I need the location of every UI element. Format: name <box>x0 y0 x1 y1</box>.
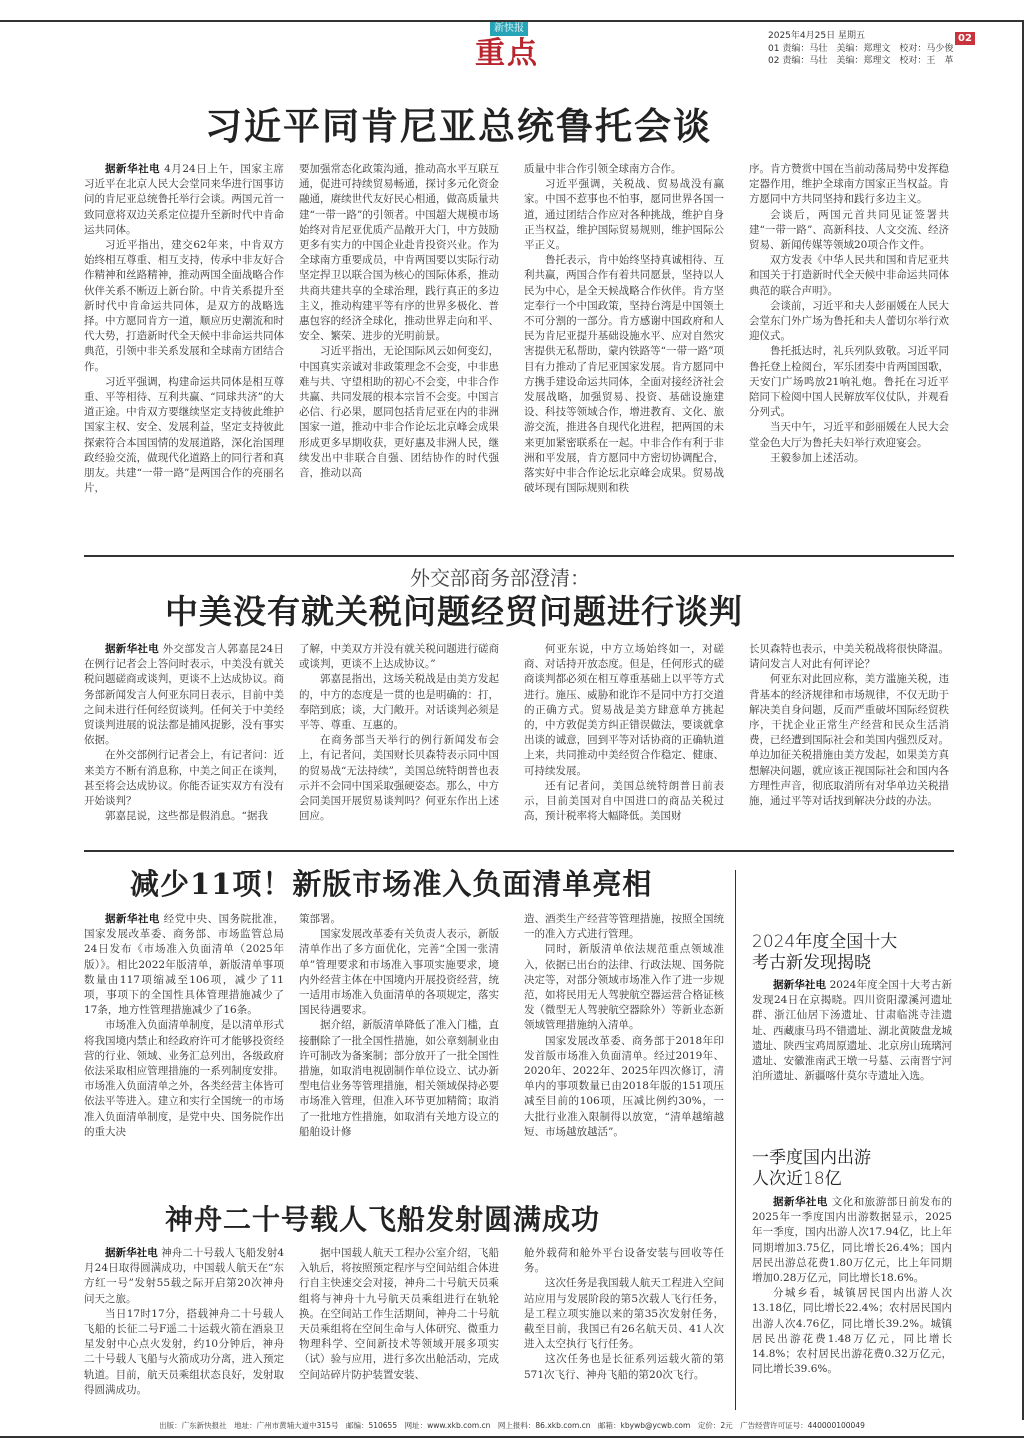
article-4-column-1: 据新华社电 神舟二十号载人飞船发射4月24日取得圆满成功，中国载人航天在“东方红一号”发射55载之际开启第20次神舟问天之旅。 当日17时17分，搭载神舟二十号载人飞船的长征二号F遥二十运载火箭在酒泉卫星发射中心点火发射，约10分钟后，神舟二十号载人飞船与火箭成功分离，进入预定轨道。目前，航天员乘组状态良好，发射取得圆满成功。 <box>84 1247 284 1396</box>
article-3-column-3: 造、酒类生产经营等管理措施，按照全国统一的准入方式进行管理。 同时，新版清单依法规范重点领域准入，依据已出台的法律、行政法规、国务院决定等，对部分领域市场准入作了进一步规范，如将民用无人驾驶航空器运营合格证核发（微型无人驾驶航空器除外）等新业态新领域管理措施纳入清单。 国家发展改革委、商务部于2018年印发首版市场准入负面清单。经过2019年、2020年、2022年、2025年四次修订，清单内的事项数量已由2018年版的151项压减至目前的106项，压减比例约30%，一大批行业准入限制得以放宽，“清单越缩越短、市场越放越活”。 <box>524 913 724 1138</box>
article-4-column-2: 据中国载人航天工程办公室介绍，飞船入轨后，将按照预定程序与空间站组合体进行自主快速交会对接，神舟二十号航天员乘组将与神舟十九号航天员乘组进行在轨轮换。在空间站工作生活期间，神舟二十号航天员乘组将在空间生命与人体研究、微重力物理科学、空间新技术等领域开展多项实（试）验与应用，进行多次出舱活动，完成空间站碎片防护装置安装、 <box>299 1247 499 1381</box>
article-2-column-1: 据新华社电 外交部发言人郭嘉昆24日在例行记者会上答问时表示，中美没有就关税问题磋商或谈判，更谈不上达成协议。商务部新闻发言人何亚东同日表示，目前中美之间未进行任何经贸谈判。任何关于中美经贸谈判进展的说法都是捕风捉影，没有事实依据。 在外交部例行记者会上，有记者问：近来美方不断有消息称，中美之间正在谈判，甚至将会达成协议。你能否证实双方有没有开始谈判？ 郭嘉昆说，这些都是假消息。“据我 <box>84 643 284 823</box>
dateline: 据新华社电 <box>773 979 827 991</box>
dateline: 据新华社电 <box>773 1196 828 1208</box>
section-divider <box>84 850 954 852</box>
edition-meta <box>768 30 953 68</box>
article-headline-xi-ruto[interactable]: 习近平同肯尼亚总统鲁托会谈 <box>205 104 712 148</box>
article-1-column-3: 质量中非合作引领全球南方合作。 习近平强调，关税战、贸易战没有赢家。中国不惹事也不怕事，愿同世界各国一道，通过团结合作应对各种挑战，维护自身正当权益，维护国际贸易规则，维护国际公平正义。 鲁托表示，肯中始终坚持真诚相待、互利共赢，两国合作有着共同愿景，坚持以人民为中心，是全天候战略合作伙伴。肯方坚定奉行一个中国政策，坚持台湾是中国领土不可分割的一部分。肯方感谢中国政府和人民为肯尼亚提升基础设施水平、应对自然灾害提供无私帮助，蒙内铁路等“一带一路”项目有力推动了肯尼亚国家发展。肯方愿同中方携手建设命运共同体，全面对接经济社会发展战略，加强贸易、投资、基础设施建设、科技等领域合作，增进教育、文化、旅游交流，推进各自现代化进程，把两国的未来更加紧密联系在一起。中非合作有利于非洲和平发展，肯方愿同中方密切协调配合，落实好中非合作论坛北京峰会成果。贸易战破坏现有国际规则和秩 <box>524 163 724 495</box>
article-headline-negative-list[interactable]: 减少11项！新版市场准入负面清单亮相 <box>130 867 653 901</box>
article-3-column-1: 据新华社电 经党中央、国务院批准，国家发展改革委、商务部、市场监管总局24日发布《市场准入负面清单（2025年版）》。相比2022年版清单，新版清单事项数量由117项缩减至106项，减少了11项，事项下的全国性具体管理措施减少了17条，地方性管理措施减少了16条。 市场准入负面清单制度，是以清单形式将我国境内禁止和经政府许可才能够投资经营的行业、领域、业务汇总列出，各级政府依法采取相应管理措施的一系列制度安排。市场准入负面清单之外，各类经营主体皆可依法平等进入。建立和实行全国统一的市场准入负面清单制度，是党中央、国务院作出的重大决 <box>84 913 284 1138</box>
section-title: 重点 <box>475 36 539 71</box>
newspaper-brand-badge: 新快报 <box>490 22 528 36</box>
dateline: 据新华社电 <box>105 643 159 655</box>
publisher-footer: 出版：广东新快报社 地址：广州市黄埔大道中315号 邮编：510655 网址：www.xkb.com.cn 网上报料：86.xkb.com.cn 邮箱：kbywb@ycwb.com 定价：2元 广告经营许可证号：440000100049 <box>159 1421 865 1430</box>
dateline: 据新华社电 <box>105 1247 158 1259</box>
article-headline-shenzhou-20[interactable]: 神舟二十号载人飞船发射圆满成功 <box>165 1203 601 1236</box>
article-1-column-2: 要加强常态化政策沟通，推动高水平互联互通，促进可持续贸易畅通，探讨多元化资金融通，赓续世代友好民心相通，做高质量共建“一带一路”的引领者。中国超大规模市场始终对肯尼亚优质产品敞开大门，中方鼓励更多有实力的中国企业赴肯投资兴业。作为全球南方重要成员，中肯两国要以实际行动坚定捍卫以联合国为核心的国际体系，推动共商共建共享的全球治理，践行真正的多边主义，推动构建平等有序的世界多极化、普惠包容的经济全球化，推动世界走向和平、安全、繁荣、进步的光明前景。 习近平指出，无论国际风云如何变幻，中国真实亲诚对非政策理念不会变，中非患难与共、守望相助的初心不会变，中非合作共赢、共同发展的根本宗旨不会变。中国言必信、行必果，愿同包括肯尼亚在内的非洲国家一道，推动中非合作论坛北京峰会成果形成更多早期收获，更好惠及非洲人民，继续发出中非联合自强、团结协作的时代强音，推动以高 <box>299 163 499 480</box>
article-kicker: 外交部商务部澄清： <box>410 566 590 590</box>
article-headline-tariff[interactable]: 中美没有就关税问题经贸问题进行谈判 <box>165 592 743 631</box>
credits-page-01: 01 责编：马壮 美编：郑理文 校对：马少俊 <box>768 43 954 54</box>
article-1-column-1: 据新华社电 4月24日上午，国家主席习近平在北京人民大会堂同来华进行国事访问的肯尼亚总统鲁托举行会谈。两国元首一致同意将双边关系定位提升至新时代中肯命运共同体。 习近平指出，建交62年来，中肯双方始终相互尊重、相互支持，传承中非友好合作精神和丝路精神，推动两国全面战略合作伙伴关系不断迈上新台阶。中肯关系提升至新时代中肯命运共同体，是双方的战略选择。中方愿同肯方一道，顺应历史潮流和时代大势，打造新时代全天候中非命运共同体典范，引领中非关系发展和全球南方团结合作。 习近平强调，构建命运共同体是相互尊重、平等相待、互利共赢、“同球共济”的大道正途。中肯双方要继续坚定支持彼此维护国家主权、安全、发展利益，坚定支持彼此探索符合本国国情的发展道路，深化治国理政经验交流，做现代化道路上的同行者和真朋友。共建“一带一路”是两国合作的亮丽名片， <box>84 163 284 495</box>
dateline: 据新华社电 <box>105 913 160 925</box>
section-divider <box>84 555 954 557</box>
article-1-column-4: 序。肯方赞赏中国在当前动荡局势中发挥稳定器作用，维护全球南方国家正当权益。肯方愿同中方共同坚持和践行多边主义。 会谈后，两国元首共同见证签署共建“一带一路”、高新科技、人文交流、经济贸易、新闻传媒等领域20项合作文件。 双方发表《中华人民共和国和肯尼亚共和国关于打造新时代全天候中非命运共同体典范的联合声明》。 会谈前，习近平和夫人彭丽媛在人民大会堂东门外广场为鲁托和夫人蕾切尔举行欢迎仪式。 鲁托抵达时，礼兵列队致敬。习近平同鲁托登上检阅台，军乐团奏中肯两国国歌，天安门广场鸣放21响礼炮。鲁托在习近平陪同下检阅中国人民解放军仪仗队，并观看分列式。 当天中午，习近平和彭丽媛在人民大会堂金色大厅为鲁托夫妇举行欢迎宴会。 王毅参加上述活动。 <box>749 163 949 464</box>
sidebar-story-tourism: 据新华社电 文化和旅游部日前发布的2025年一季度国内出游数据显示，2025年一季度，国内出游人次17.94亿，比上年同期增加3.75亿，同比增长26.4%；国内居民出游总花费1.80万亿元，比上年同期增加0.28万亿元，同比增长18.6%。 分城乡看，城镇居民国内出游人次13.18亿，同比增长22.4%；农村居民国内出游人次4.76亿，同比增长39.2%。城镇居民出游花费1.48万亿元，同比增长14.8%；农村居民出游花费0.32万亿元，同比增长39.6%。 <box>752 1196 952 1376</box>
dateline: 据新华社电 <box>105 163 161 175</box>
article-2-column-4: 长贝森特也表示，中美关税战将很快降温。请问发言人对此有何评论？ 何亚东对此回应称，美方滥施关税，违背基本的经济规律和市场规律，不仅无助于解决美自身问题，反而严重破坏国际经贸秩序，干扰企业正常生产经营和民众生活消费，已经遭到国际社会和美国内强烈反对。单边加征关税措施由美方发起，如果美方真想解决问题，就应该正视国际社会和国内各方理性声音，彻底取消所有对华单边关税措施，通过平等对话找到解决分歧的办法。 <box>749 643 949 808</box>
sidebar-headline-archaeology[interactable]: 2024年度全国十大 考古新发现揭晓 <box>752 932 898 973</box>
issue-date: 2025年4月25日 星期五 <box>768 31 865 41</box>
article-2-column-2: 了解，中美双方并没有就关税问题进行磋商或谈判，更谈不上达成协议。” 郭嘉昆指出，这场关税战是由美方发起的，中方的态度是一贯的也是明确的：打，奉陪到底；谈，大门敞开。对话谈判必须是平等、尊重、互惠的。 在商务部当天举行的例行新闻发布会上，有记者问，美国财长贝森特表示同中国的贸易战“无法持续”，美国总统特朗普也表示并不会同中国采取强硬姿态。那么，中方会同美国开展贸易谈判吗？何亚东作出上述回应。 <box>299 643 499 823</box>
footer-rule <box>0 1436 1024 1438</box>
credits-page-02: 02 责编：马壮 美编：郑理文 校对：王 革 <box>768 56 954 66</box>
article-2-column-3: 何亚东说，中方立场始终如一，对磋商、对话持开放态度。但是，任何形式的磋商谈判都必须在相互尊重基础上以平等方式进行。施压、威胁和讹诈不是同中方打交道的正确方式。贸易战是美方肆意单方挑起的，中方敦促美方纠正错误做法，要谈就拿出谈的诚意，回到平等对话协商的正确轨道上来，共同推动中美经贸合作稳定、健康、可持续发展。 还有记者问，美国总统特朗普日前表示，目前美国对自中国进口的商品关税过高，预计税率将大幅降低。美国财 <box>524 643 724 823</box>
article-3-column-2: 策部署。 国家发展改革委有关负责人表示，新版清单作出了多方面优化，完善“全国一张清单”管理要求和市场准入事项实施要求，境内外经营主体在中国境内开展投资经营，统一适用市场准入负面清单的各项规定，落实国民待遇要求。 据介绍，新版清单降低了准入门槛，直接删除了一批全国性措施，如公章刻制业由许可制改为备案制；部分放开了一批全国性措施，如取消电视剧制作单位设立、试办新型电信业务等管理措施，相关领域保持必要市场准入管理，但准入环节更加精简；取消了一批地方性措施，如取消有关地方设立的船舶设计修 <box>299 913 499 1138</box>
article-4-column-3: 舱外载荷和舱外平台设备安装与回收等任务。 这次任务是我国载人航天工程进入空间站应用与发展阶段的第5次载人飞行任务，是工程立项实施以来的第35次发射任务，截至目前，我国已有26名航天员、41人次进入太空执行飞行任务。 这次任务也是长征系列运载火箭的第571次飞行、神舟飞船的第20次飞行。 <box>524 1247 724 1381</box>
page-number-badge: 02 <box>955 32 975 45</box>
sidebar-story-archaeology: 据新华社电 2024年度全国十大考古新发现24日在京揭晓。四川资阳濛溪河遗址群、浙江仙居下汤遗址、甘肃临洮寺洼遗址、西藏康马玛不错遗址、湖北黄陂盘龙城遗址、陕西宝鸡周原遗址、北京房山琉璃河遗址、安徽淮南武王墩一号墓、云南晋宁河泊所遗址、新疆喀什莫尔寺遗址入选。 <box>752 979 952 1083</box>
sidebar-headline-tourism[interactable]: 一季度国内出游 人次近18亿 <box>752 1148 871 1189</box>
sidebar-divider <box>735 870 736 1410</box>
